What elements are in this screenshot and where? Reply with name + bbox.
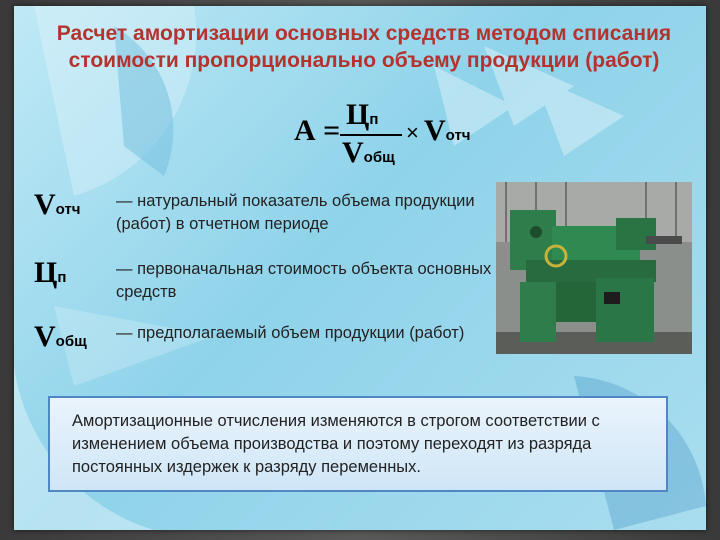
note-text: Амортизационные отчисления изменяются в строгом соответствии с изменением объема производства и поэтому переходят из разряда постоянных издержек к разряду переменных. <box>72 412 600 476</box>
formula-numerator: Цп <box>346 98 379 131</box>
formula-denominator: Vобщ <box>342 136 395 169</box>
multiply-sign: × <box>406 120 419 145</box>
definition-text: — предполагаемый объем продукции (работ) <box>116 324 465 342</box>
definition-text: — первоначальная стоимость объекта основных средств <box>116 260 492 301</box>
formula-lhs: А = <box>294 114 341 147</box>
note-box <box>48 396 668 492</box>
definition-symbol: Vотч <box>34 188 81 221</box>
lathe-machine-photo <box>496 182 692 354</box>
slide-title: Расчет амортизации основных средств методом списания стоимости пропорционально объему продукции (работ) <box>56 22 672 72</box>
definition-symbol: Vобщ <box>34 320 87 353</box>
definition-text: — натуральный показатель объема продукции (работ) в отчетном периоде <box>116 192 475 233</box>
formula-factor: Vотч <box>424 114 471 147</box>
formula-fraction <box>340 98 402 170</box>
definition-symbol: Цп <box>34 256 67 289</box>
amortization-formula <box>294 98 494 178</box>
slide <box>14 6 706 530</box>
